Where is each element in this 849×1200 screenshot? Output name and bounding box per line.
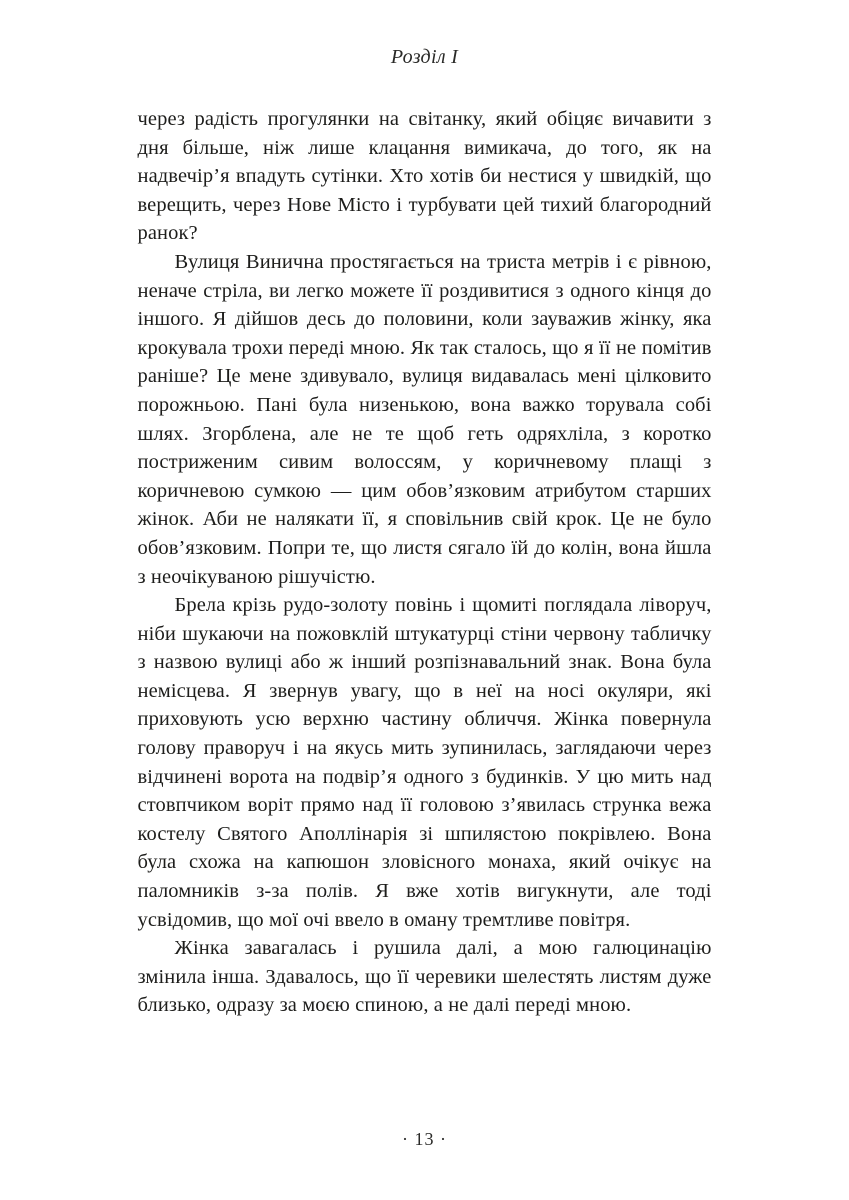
body-text-block <box>138 105 712 1020</box>
paragraph: через радість прогулянки на світанку, який обіцяє вичавити з дня більше, ніж лише клацання вимикача, до того, як на надвечір’я впадуть сутінки. Хто хотів би нестися у швидкій, що верещить, через Нове Місто і турбувати цей тихий благородний ранок? <box>137 108 712 245</box>
paragraph: Жінка завагалась і рушила далі, а мою галюцинацію змінила інша. Здавалось, що її черевики шелестять листям дуже близько, одразу за моєю спиною, а не далі переді мною. <box>137 937 712 1017</box>
page-number: · 13 · <box>402 1129 447 1149</box>
paragraph: Брела крізь рудо-золоту повінь і щомиті поглядала ліворуч, ніби шукаючи на пожовклій штукатурці стіни червону табличку з назвою вулиці або ж інший розпізнавальний знак. Вона була немісцева. Я звернув увагу, що в неї на носі окуляри, які приховують усю верхню частину обличчя. Жінка повернула голову праворуч і на якусь мить зупинилась, заглядаючи через відчинені ворота на подвір’я одного з будинків. У цю мить над стовпчиком воріт прямо над її головою з’явилась струнка вежа костелу Святого Аполлінарія зі шпилястою покрівлею. Вона була схожа на капюшон зловісного монаха, який очікує на паломників з-за полів. Я вже хотів вигукнути, але тоді усвідомив, що мої очі ввело в оману тремтливе повітря. <box>137 594 712 931</box>
paragraph: Вулиця Винична простягається на триста метрів і є рівною, неначе стріла, ви легко можете її роздивитися з одного кінця до іншого. Я дійшов десь до половини, коли зауважив жінку, яка крокувала трохи переді мною. Як так сталось, що я її не помітив раніше? Це мене здивувало, вулиця видавалась мені цілковито порожньою. Пані була низенькою, вона важко торувала собі шлях. Згорблена, але не те щоб геть одряхліла, з коротко постриженим сивим волоссям, у коричневому плащі з коричневою сумкою — цим обов’язковим атрибутом старших жінок. Аби не налякати її, я сповільнив свій крок. Це не було обов’язковим. Попри те, що листя сягало їй до колін, вона йшла з неочікуваною рішучістю. <box>137 250 712 588</box>
chapter-header: Розділ I <box>390 46 459 68</box>
